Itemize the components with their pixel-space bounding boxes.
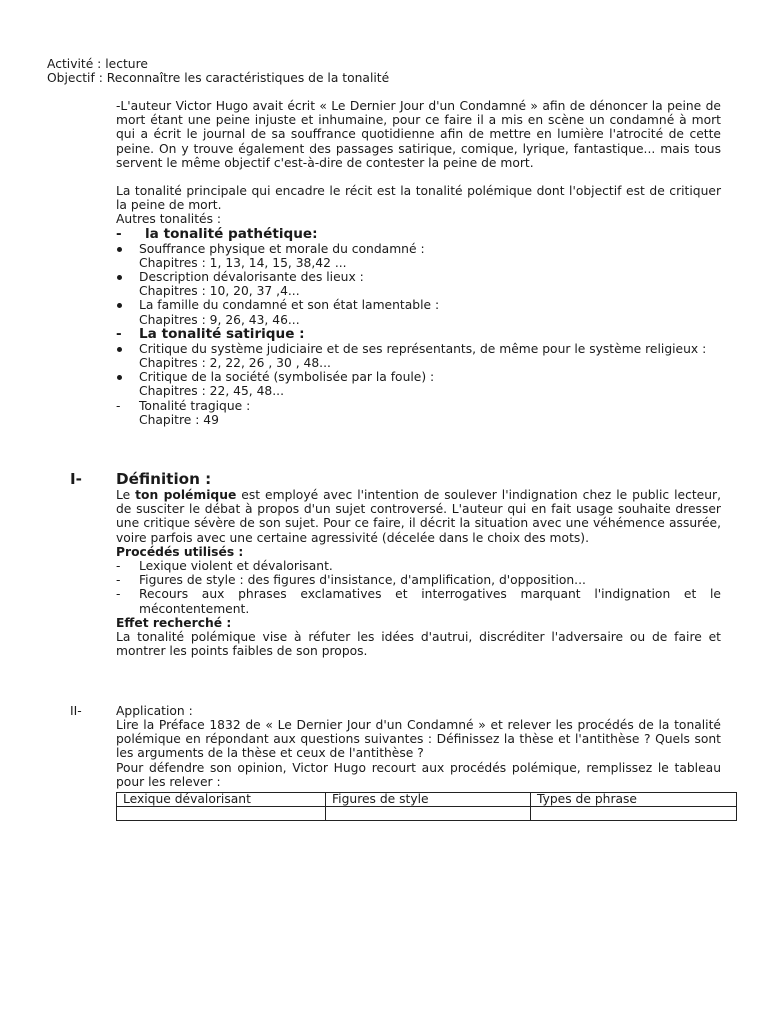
dash-marker: -	[116, 398, 121, 413]
answer-table	[116, 792, 737, 821]
bullet-icon	[117, 303, 122, 308]
table-cell[interactable]	[117, 807, 326, 821]
application-instruction: Pour défendre son opinion, Victor Hugo recourt aux procédés polémique, remplissez le tableau pour les relever :	[116, 760, 721, 789]
table-cell[interactable]	[326, 807, 531, 821]
list-item	[116, 559, 721, 573]
item-text: Souffrance physique et morale du condamné :	[139, 241, 425, 256]
item-chapters: Chapitres : 22, 45, 48...	[139, 384, 284, 399]
item-text: Critique du système judiciaire et de ses représentants, de même pour le système religieux :	[139, 341, 707, 356]
bullet-icon	[117, 375, 122, 380]
pathetique-title: la tonalité pathétique:	[145, 225, 318, 242]
list-item	[116, 399, 721, 427]
item-text: Figures de style : des figures d'insistance, d'amplification, d'opposition...	[139, 573, 586, 588]
item-chapters: Chapitres : 1, 13, 14, 15, 38,42 ...	[139, 255, 347, 270]
dash-marker: -	[116, 559, 121, 574]
list-item	[116, 370, 721, 398]
item-text: Critique de la société (symbolisée par la foule) :	[139, 370, 435, 385]
activity-line: Activité : lecture	[47, 57, 148, 71]
list-item	[116, 242, 721, 270]
definition-paragraph	[116, 488, 721, 545]
definition-block	[116, 488, 721, 658]
definition-heading	[70, 471, 211, 488]
list-item	[116, 270, 721, 298]
item-text: Tonalité tragique :	[139, 398, 251, 413]
definition-le: Le	[116, 488, 131, 502]
table-header-cell: Lexique dévalorisant	[117, 793, 326, 807]
bullet-icon	[117, 247, 122, 252]
table-header-cell: Figures de style	[326, 793, 531, 807]
objective-line: Objectif : Reconnaître les caractéristiques de la tonalité	[47, 71, 390, 86]
section-title: Application :	[116, 704, 193, 718]
definition-body: est employé avec l'intention de soulever l'indignation chez le public lecteur, de susciter le débat à propos d'un sujet controversé. L'auteur qui en fait usage souhaite dresser une critique sévère de son sujet. Pour ce faire, il décrit la situation avec une véhémence assurée, voire parfois avec une certaine agressivité (décelée dans le choix des mots).	[116, 488, 721, 545]
dash-marker: -	[116, 325, 122, 342]
section-number: II-	[70, 704, 82, 718]
application-block	[116, 718, 721, 789]
satirique-heading	[116, 327, 721, 342]
section-number: I-	[70, 470, 82, 488]
section-title: Définition :	[116, 470, 212, 488]
procedes-title: Procédés utilisés :	[116, 544, 244, 559]
list-item	[116, 342, 721, 370]
item-text: La famille du condamné et son état lamentable :	[139, 298, 440, 313]
satirique-title: La tonalité satirique :	[139, 325, 305, 342]
intro-block	[116, 99, 721, 427]
effet-title: Effet recherché :	[116, 615, 232, 630]
bullet-icon	[117, 347, 122, 352]
item-chapters: Chapitres : 2, 22, 26 , 30 , 48...	[139, 356, 331, 371]
dash-marker: -	[116, 573, 121, 588]
other-tonalities-label: Autres tonalités :	[116, 212, 222, 227]
pathetique-heading	[116, 227, 721, 242]
definition-term: ton polémique	[135, 488, 237, 502]
item-text: Lexique violent et dévalorisant.	[139, 559, 333, 574]
dash-marker: -	[116, 225, 122, 242]
application-heading	[70, 704, 193, 718]
item-chapters: Chapitre : 49	[139, 412, 219, 427]
table-cell[interactable]	[531, 807, 737, 821]
intro-paragraph: -L'auteur Victor Hugo avait écrit « Le Dernier Jour d'un Condamné » afin de dénoncer la peine de mort étant une peine injuste et inhumaine, pour ce faire il a mis en scène un condamné à mort qui a écrit le journal de sa souffrance quotidienne afin de mettre en lumière l'atrocité de cette peine. On y trouve également des passages satirique, comique, lyrique, fantastique... mais tous servent le même objectif c'est-à-dire de contester la peine de mort.	[116, 99, 721, 170]
list-item	[116, 573, 721, 587]
list-item	[116, 587, 721, 615]
main-tonality-paragraph: La tonalité principale qui encadre le récit est la tonalité polémique dont l'objectif est de critiquer la peine de mort.	[116, 184, 721, 213]
application-paragraph: Lire la Préface 1832 de « Le Dernier Jour d'un Condamné » et relever les procédés de la tonalité polémique en répondant aux questions suivantes : Définissez la thèse et l'antithèse ? Quels sont les arguments de la thèse et ceux de l'antithèse ?	[116, 718, 721, 761]
table-row	[117, 807, 737, 821]
item-text: Recours aux phrases exclamatives et interrogatives marquant l'indignation et le mécontentement.	[139, 587, 721, 616]
effet-paragraph: La tonalité polémique vise à réfuter les idées d'autrui, discréditer l'adversaire ou de faire et montrer les points faibles de son propos.	[116, 630, 721, 659]
item-text: Description dévalorisante des lieux :	[139, 270, 364, 285]
item-chapters: Chapitres : 10, 20, 37 ,4...	[139, 284, 300, 299]
dash-marker: -	[116, 587, 121, 602]
list-item	[116, 298, 721, 326]
bullet-icon	[117, 275, 122, 280]
table-header-cell: Types de phrase	[531, 793, 737, 807]
item-chapters: Chapitres : 9, 26, 43, 46...	[139, 312, 300, 327]
header	[47, 57, 727, 85]
table-header-row	[117, 793, 737, 807]
